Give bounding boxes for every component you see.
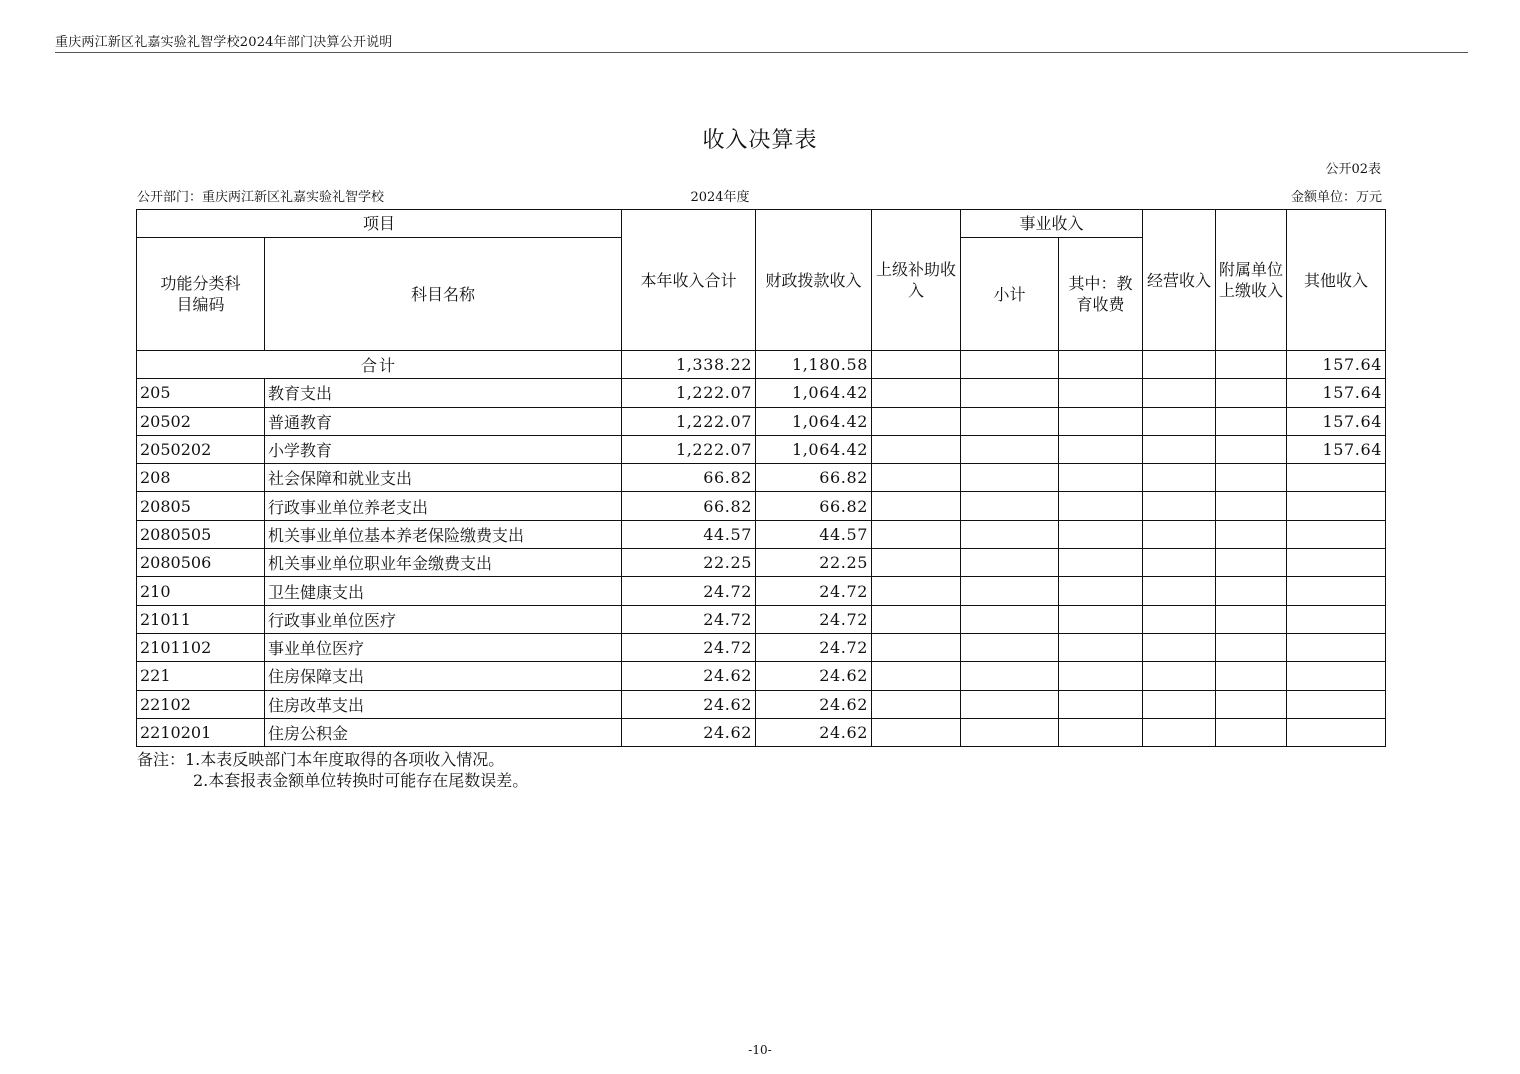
business-subtotal-cell [961,605,1059,633]
edu-fee-cell [1059,662,1143,690]
total-fiscal-cell: 1,180.58 [756,351,872,379]
fiscal-income-cell: 1,064.42 [756,407,872,435]
total-income-cell: 24.72 [622,633,756,661]
code-cell: 2050202 [137,435,265,463]
other-income-cell: 157.64 [1287,407,1386,435]
affiliated-income-cell [1216,379,1287,407]
table-code: 公开02表 [1325,162,1381,177]
edu-fee-cell [1059,492,1143,520]
header-func-code: 功能分类科目编码 [137,238,265,351]
header-affiliated-income: 附属单位上缴收入 [1216,210,1287,351]
other-income-cell [1287,577,1386,605]
total-label: 合计 [137,351,622,379]
header-business-income: 事业收入 [961,210,1143,238]
subject-name-cell: 住房保障支出 [265,662,622,690]
superior-subsidy-cell [872,633,961,661]
total-income-cell: 66.82 [622,492,756,520]
other-income-cell [1287,633,1386,661]
subject-name-cell: 普通教育 [265,407,622,435]
code-cell: 22102 [137,690,265,718]
code-cell: 205 [137,379,265,407]
subject-name-cell: 行政事业单位养老支出 [265,492,622,520]
superior-subsidy-cell [872,549,961,577]
fiscal-income-cell: 24.72 [756,577,872,605]
edu-fee-cell [1059,464,1143,492]
other-income-cell [1287,549,1386,577]
operating-income-cell [1143,662,1216,690]
table-row [137,464,1386,492]
total-row [137,351,1386,379]
affiliated-income-cell [1216,690,1287,718]
business-subtotal-cell [961,464,1059,492]
operating-income-cell [1143,464,1216,492]
header-edu-fee: 其中：教育收费 [1059,238,1143,351]
table-row [137,379,1386,407]
business-subtotal-cell [961,633,1059,661]
code-cell: 21011 [137,605,265,633]
table-row [137,549,1386,577]
report-meta [137,186,1382,204]
code-cell: 2080506 [137,549,265,577]
affiliated-income-cell [1216,577,1287,605]
superior-subsidy-cell [872,577,961,605]
total-edu-fee-cell [1059,351,1143,379]
total-income-cell: 44.57 [622,520,756,548]
table-row [137,492,1386,520]
table-row [137,577,1386,605]
table-row [137,662,1386,690]
total-subtotal-cell [961,351,1059,379]
table-row [137,633,1386,661]
affiliated-income-cell [1216,662,1287,690]
superior-subsidy-cell [872,492,961,520]
superior-subsidy-cell [872,718,961,746]
report-title: 收入决算表 [702,128,818,153]
header-subtotal: 小计 [961,238,1059,351]
affiliated-income-cell [1216,549,1287,577]
subject-name-cell: 社会保障和就业支出 [265,464,622,492]
business-subtotal-cell [961,549,1059,577]
superior-subsidy-cell [872,605,961,633]
subject-name-cell: 事业单位医疗 [265,633,622,661]
header-superior-subsidy: 上级补助收入 [872,210,961,351]
edu-fee-cell [1059,549,1143,577]
code-cell: 2101102 [137,633,265,661]
other-income-cell [1287,662,1386,690]
header-other-income: 其他收入 [1287,210,1386,351]
header-operating-income: 经营收入 [1143,210,1216,351]
fiscal-income-cell: 44.57 [756,520,872,548]
total-income-cell: 1,222.07 [622,407,756,435]
total-other-cell: 157.64 [1287,351,1386,379]
business-subtotal-cell [961,407,1059,435]
subject-name-cell: 行政事业单位医疗 [265,605,622,633]
total-income-cell: 24.62 [622,718,756,746]
note-line-2: 2.本套报表金额单位转换时可能存在尾数误差。 [193,771,529,790]
fiscal-income-cell: 24.62 [756,718,872,746]
edu-fee-cell [1059,379,1143,407]
department-label: 公开部门：重庆两江新区礼嘉实验礼智学校 [137,190,385,205]
business-subtotal-cell [961,577,1059,605]
business-subtotal-cell [961,379,1059,407]
operating-income-cell [1143,520,1216,548]
total-income-cell: 66.82 [622,464,756,492]
total-operating-cell [1143,351,1216,379]
code-cell: 210 [137,577,265,605]
operating-income-cell [1143,379,1216,407]
edu-fee-cell [1059,718,1143,746]
subject-name-cell: 小学教育 [265,435,622,463]
table-row [137,605,1386,633]
subject-name-cell: 住房公积金 [265,718,622,746]
header-subject-name: 科目名称 [265,238,622,351]
code-cell: 2080505 [137,520,265,548]
table-row [137,520,1386,548]
other-income-cell [1287,464,1386,492]
total-superior-cell [872,351,961,379]
table-row [137,435,1386,463]
affiliated-income-cell [1216,633,1287,661]
header-divider [55,52,1468,53]
total-income-cell: 24.62 [622,662,756,690]
operating-income-cell [1143,492,1216,520]
edu-fee-cell [1059,633,1143,661]
fiscal-income-cell: 24.72 [756,633,872,661]
business-subtotal-cell [961,520,1059,548]
fiscal-income-cell: 1,064.42 [756,435,872,463]
superior-subsidy-cell [872,464,961,492]
total-income-cell: 24.62 [622,690,756,718]
code-cell: 2210201 [137,718,265,746]
operating-income-cell [1143,407,1216,435]
edu-fee-cell [1059,407,1143,435]
operating-income-cell [1143,690,1216,718]
income-table [136,209,1386,747]
other-income-cell: 157.64 [1287,435,1386,463]
total-income-cell: 24.72 [622,577,756,605]
code-cell: 221 [137,662,265,690]
amount-unit: 金额单位：万元 [1290,190,1382,205]
page-number: -10- [748,1043,772,1057]
fiscal-income-cell: 22.25 [756,549,872,577]
business-subtotal-cell [961,662,1059,690]
business-subtotal-cell [961,435,1059,463]
operating-income-cell [1143,577,1216,605]
fiscal-year: 2024年度 [690,190,750,205]
superior-subsidy-cell [872,407,961,435]
total-affiliated-cell [1216,351,1287,379]
business-subtotal-cell [961,690,1059,718]
other-income-cell [1287,605,1386,633]
fiscal-income-cell: 24.72 [756,605,872,633]
affiliated-income-cell [1216,435,1287,463]
table-body [137,351,1386,747]
affiliated-income-cell [1216,718,1287,746]
running-header: 重庆两江新区礼嘉实验礼智学校2024年部门决算公开说明 [55,35,393,50]
code-cell: 20502 [137,407,265,435]
other-income-cell [1287,520,1386,548]
superior-subsidy-cell [872,690,961,718]
operating-income-cell [1143,718,1216,746]
affiliated-income-cell [1216,492,1287,520]
header-row-1 [137,210,1386,238]
fiscal-income-cell: 1,064.42 [756,379,872,407]
edu-fee-cell [1059,577,1143,605]
subject-name-cell: 机关事业单位职业年金缴费支出 [265,549,622,577]
superior-subsidy-cell [872,662,961,690]
edu-fee-cell [1059,605,1143,633]
business-subtotal-cell [961,492,1059,520]
fiscal-income-cell: 66.82 [756,492,872,520]
operating-income-cell [1143,549,1216,577]
affiliated-income-cell [1216,605,1287,633]
total-income-cell: 1,222.07 [622,435,756,463]
header-total-income: 本年收入合计 [622,210,756,351]
operating-income-cell [1143,605,1216,633]
other-income-cell: 157.64 [1287,379,1386,407]
table-row [137,407,1386,435]
affiliated-income-cell [1216,464,1287,492]
subject-name-cell: 住房改革支出 [265,690,622,718]
code-cell: 20805 [137,492,265,520]
other-income-cell [1287,718,1386,746]
operating-income-cell [1143,633,1216,661]
business-subtotal-cell [961,718,1059,746]
fiscal-income-cell: 24.62 [756,690,872,718]
fiscal-income-cell: 24.62 [756,662,872,690]
subject-name-cell: 教育支出 [265,379,622,407]
notes [137,749,528,791]
affiliated-income-cell [1216,520,1287,548]
edu-fee-cell [1059,690,1143,718]
operating-income-cell [1143,435,1216,463]
total-income-cell: 22.25 [622,549,756,577]
fiscal-income-cell: 66.82 [756,464,872,492]
other-income-cell [1287,492,1386,520]
affiliated-income-cell [1216,407,1287,435]
total-income-cell: 1,338.22 [622,351,756,379]
total-income-cell: 24.72 [622,605,756,633]
subject-name-cell: 卫生健康支出 [265,577,622,605]
subject-name-cell: 机关事业单位基本养老保险缴费支出 [265,520,622,548]
edu-fee-cell [1059,520,1143,548]
total-income-cell: 1,222.07 [622,379,756,407]
header-fiscal-income: 财政拨款收入 [756,210,872,351]
header-item: 项目 [137,210,622,238]
other-income-cell [1287,690,1386,718]
superior-subsidy-cell [872,379,961,407]
code-cell: 208 [137,464,265,492]
table-row [137,718,1386,746]
edu-fee-cell [1059,435,1143,463]
note-line-1: 备注：1.本表反映部门本年度取得的各项收入情况。 [137,750,505,769]
superior-subsidy-cell [872,520,961,548]
table-row [137,690,1386,718]
superior-subsidy-cell [872,435,961,463]
